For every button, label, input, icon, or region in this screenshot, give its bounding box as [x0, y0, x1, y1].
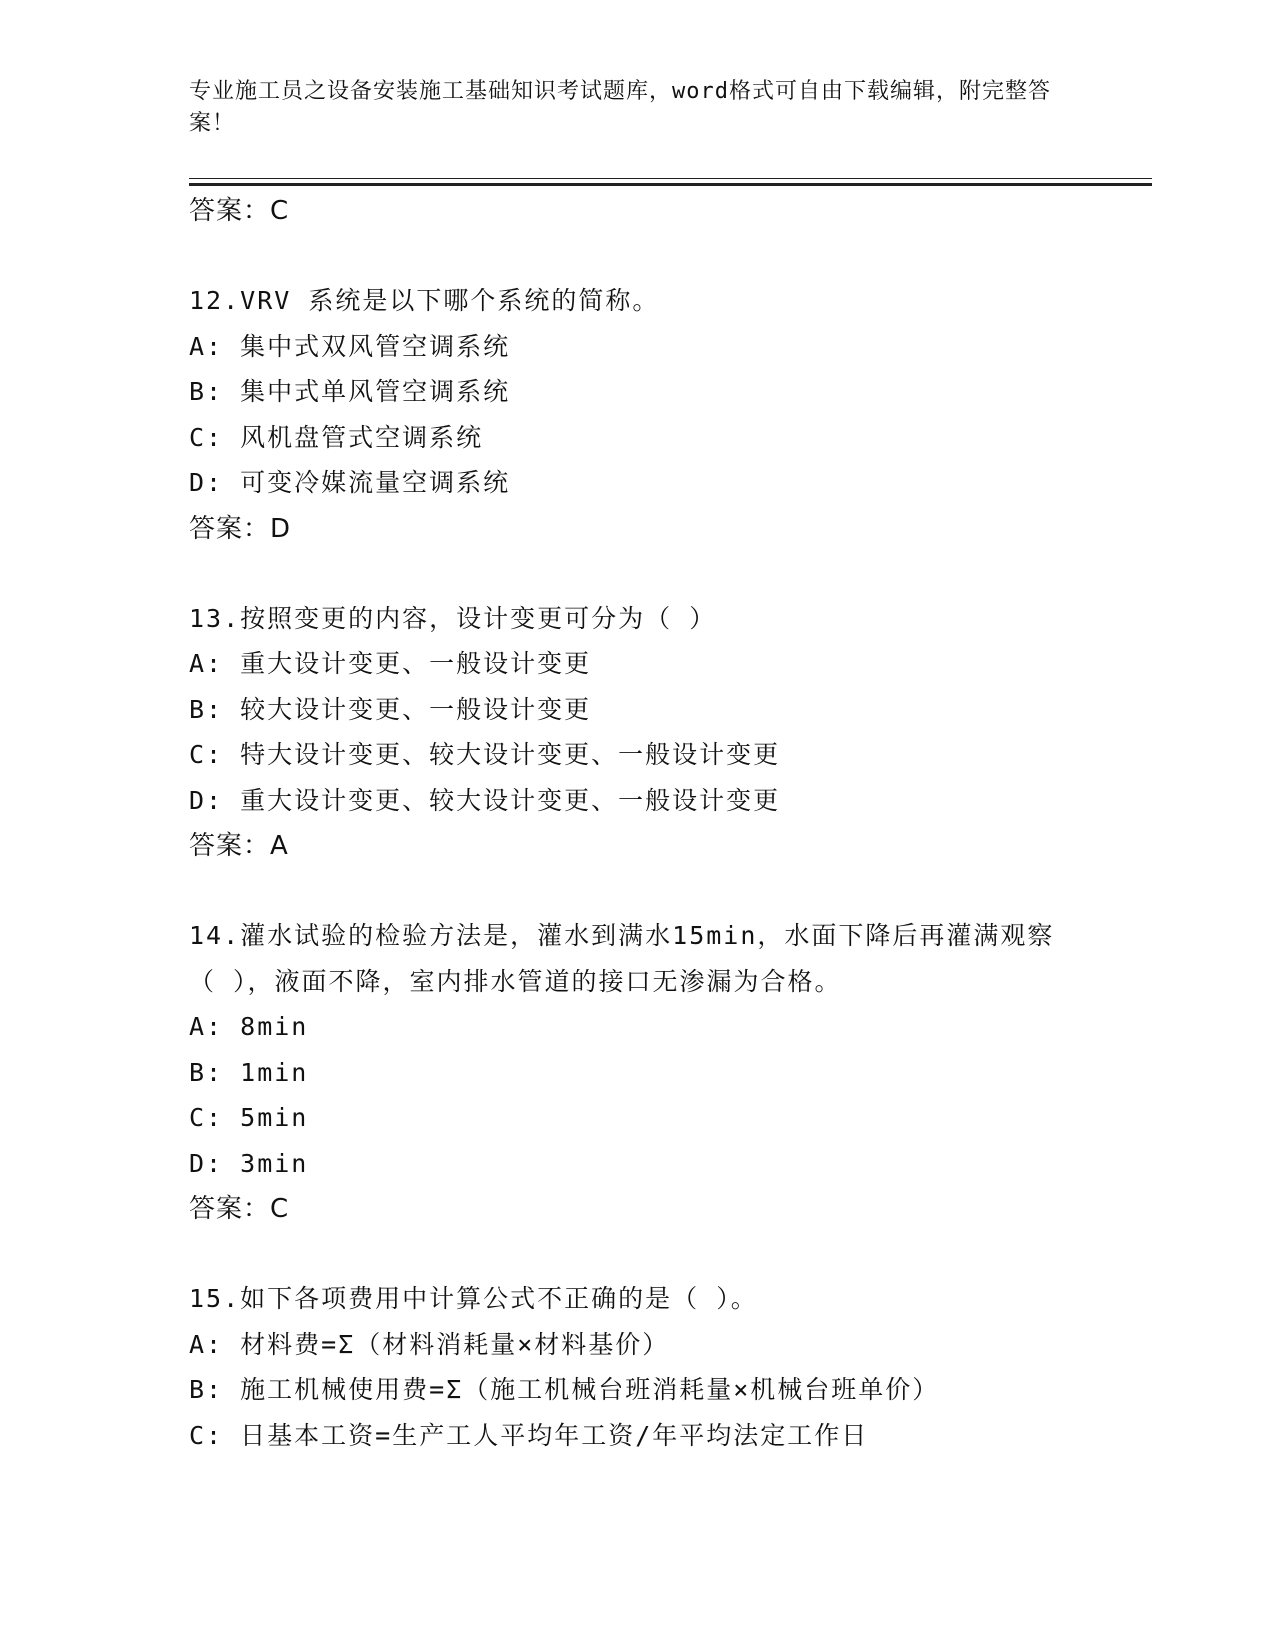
option-b: B: 1min — [189, 1057, 309, 1087]
header-rule-thin — [189, 178, 1152, 179]
answer-line: 答案：C — [189, 196, 290, 226]
option-c: C: 风机盘管式空调系统 — [189, 422, 484, 452]
option-b: B: 集中式单风管空调系统 — [189, 377, 511, 406]
spacer — [189, 869, 1149, 913]
spacer — [189, 552, 1149, 596]
header-rule-thick — [189, 183, 1152, 186]
option-a: A: 8min — [189, 1012, 309, 1041]
spacer — [189, 1232, 1149, 1276]
option-a: A: 材料费=Σ（材料消耗量×材料基价） — [189, 1329, 670, 1359]
option-b: B: 施工机械使用费=Σ（施工机械台班消耗量×机械台班单价） — [189, 1375, 940, 1404]
question-block — [189, 913, 1149, 1232]
question-text: 14.灌水试验的检验方法是，灌水到满水15min，水面下降后再灌满观察（ ），液面不降，室内排水管道的接口无渗漏为合格。 — [189, 921, 1055, 996]
option-d: D: 3min — [189, 1148, 309, 1178]
option-b: B: 较大设计变更、一般设计变更 — [189, 694, 592, 724]
question-block — [189, 278, 1149, 552]
question-block — [189, 596, 1149, 870]
document-header: 专业施工员之设备安装施工基础知识考试题库，word格式可自由下载编辑，附完整答案！ — [189, 79, 1051, 136]
option-c: C: 日基本工资=生产工人平均年工资/年平均法定工作日 — [189, 1420, 869, 1450]
question-text: 12.VRV 系统是以下哪个系统的简称。 — [189, 286, 660, 315]
question-text: 15.如下各项费用中计算公式不正确的是（ ）。 — [189, 1284, 758, 1313]
spacer — [189, 234, 1149, 278]
option-c: C: 5min — [189, 1103, 309, 1132]
answer-line: 答案：C — [189, 1194, 290, 1224]
option-a: A: 集中式双风管空调系统 — [189, 331, 511, 361]
question-list — [189, 188, 1149, 1458]
option-a: A: 重大设计变更、一般设计变更 — [189, 649, 592, 678]
question-text: 13.按照变更的内容，设计变更可分为（ ） — [189, 603, 717, 633]
answer-line: 答案：A — [189, 831, 289, 861]
option-d: D: 重大设计变更、较大设计变更、一般设计变更 — [189, 785, 781, 815]
option-c: C: 特大设计变更、较大设计变更、一般设计变更 — [189, 740, 781, 769]
answer-line: 答案：D — [189, 513, 292, 544]
question-block — [189, 1276, 1149, 1458]
option-d: D: 可变冷媒流量空调系统 — [189, 468, 511, 497]
